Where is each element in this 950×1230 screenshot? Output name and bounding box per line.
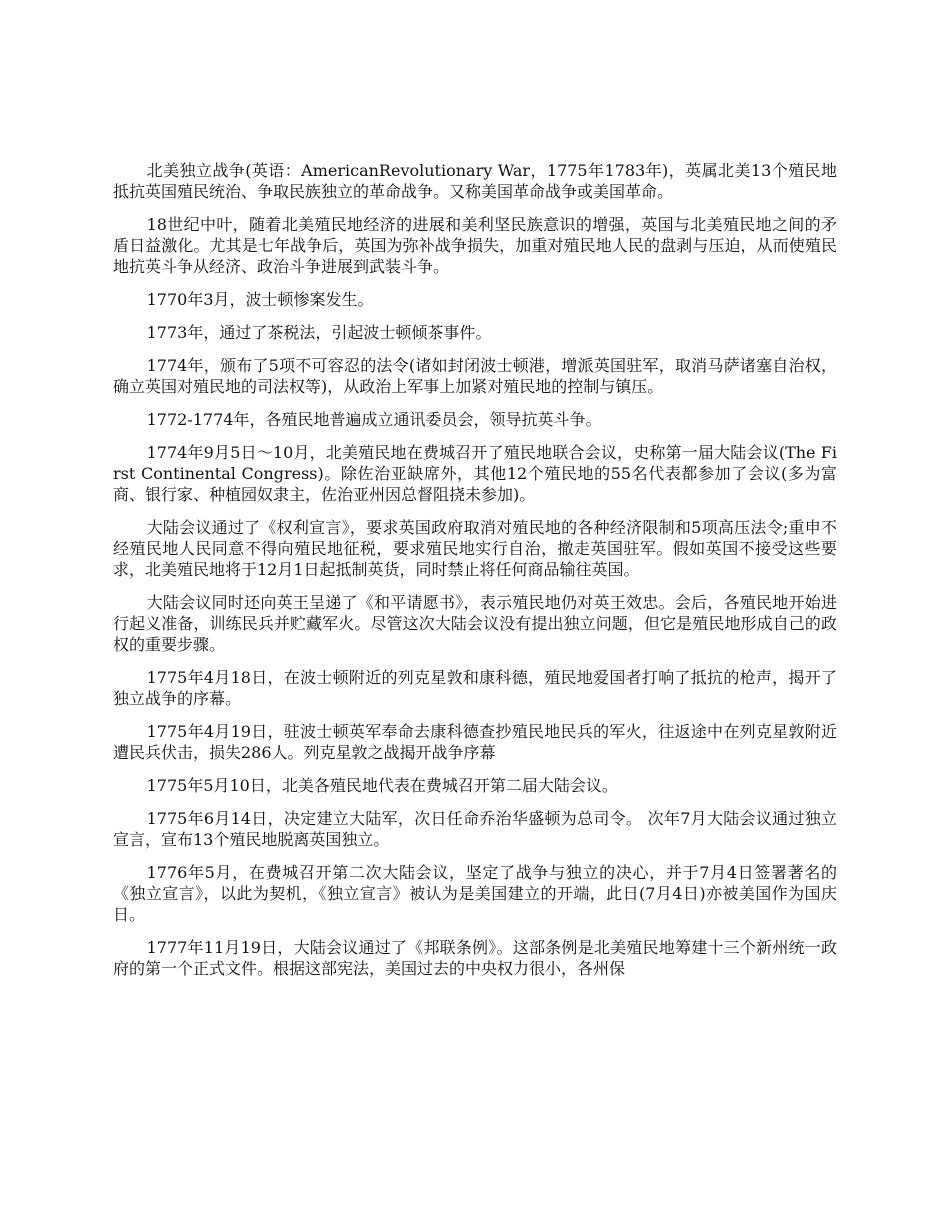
- paragraph-13: 1775年6月14日，决定建立大陆军，次日任命乔治华盛顿为总司令。 次年7月大陆会议通过独立宣言，宣布13个殖民地脱离英国独立。: [113, 809, 837, 849]
- paragraph-5: 1774年，颁布了5项不可容忍的法令(诸如封闭波士顿港，增派英国驻军，取消马萨诸塞自治权，确立英国对殖民地的司法权等)，从政治上军事上加紧对殖民地的控制与镇压。: [113, 356, 837, 396]
- paragraph-4: 1773年，通过了茶税法，引起波士顿倾茶事件。: [146, 323, 492, 342]
- paragraph-2: 18世纪中叶，随着北美殖民地经济的进展和美利坚民族意识的增强，英国与北美殖民地之间的矛盾日益激化。尤其是七年战争后，英国为弥补战争损失，加重对殖民地人民的盘剥与压迫，从而使殖民地抗英斗争从经济、政治斗争进展到武装斗争。: [113, 215, 837, 276]
- paragraph-7: 1774年9月5日～10月，北美殖民地在费城召开了殖民地联合会议，史称第一届大陆会议(The First Continental Congress)。除佐治亚缺席外，其他12个殖民地的55名代表都参加了会议(多为富商、银行家、种植园奴隶主，佐治亚州因总督阻挠未参加)。: [113, 443, 837, 504]
- paragraph-1: 北美独立战争(英语：AmericanRevolutionary War，1775年1783年)，英属北美13个殖民地抵抗英国殖民统治、争取民族独立的革命战争。又称美国革命战争或美国革命。: [113, 161, 837, 201]
- paragraph-9: 大陆会议同时还向英王呈递了《和平请愿书》，表示殖民地仍对英王效忠。会后，各殖民地开始进行起义准备，训练民兵并贮藏军火。尽管这次大陆会议没有提出独立问题，但它是殖民地形成自己的政权的重要步骤。: [113, 593, 837, 654]
- paragraph-11: 1775年4月19日，驻波士顿英军奉命去康科德查抄殖民地民兵的军火，往返途中在列克星敦附近遭民兵伏击，损失286人。列克星敦之战揭开战争序幕: [113, 722, 837, 762]
- paragraph-6: 1772-1774年，各殖民地普遍成立通讯委员会，领导抗英斗争。: [146, 410, 602, 429]
- paragraph-10: 1775年4月18日，在波士顿附近的列克星敦和康科德，殖民地爱国者打响了抵抗的枪声，揭开了独立战争的序幕。: [113, 668, 837, 708]
- paragraph-12: 1775年5月10日，北美各殖民地代表在费城召开第二届大陆会议。: [146, 776, 618, 795]
- paragraph-15: 1777年11月19日，大陆会议通过了《邦联条例》。这部条例是北美殖民地筹建十三个新州统一政府的第一个正式文件。根据这部宪法，美国过去的中央权力很小，各州保: [113, 938, 837, 978]
- paragraph-8: 大陆会议通过了《权利宣言》，要求英国政府取消对殖民地的各种经济限制和5项高压法令;重申不经殖民地人民同意不得向殖民地征税，要求殖民地实行自治，撤走英国驻军。假如英国不接受这些要求，北美殖民地将于12月1日起抵制英货，同时禁止将任何商品输往英国。: [113, 518, 837, 579]
- document-body: [113, 160, 837, 991]
- paragraph-14: 1776年5月，在费城召开第二次大陆会议，坚定了战争与独立的决心，并于7月4日签署著名的《独立宣言》，以此为契机，《独立宣言》被认为是美国建立的开端，此日(7月4日)亦被美国作为国庆日。: [113, 863, 837, 924]
- paragraph-3: 1770年3月，波士顿惨案发生。: [146, 290, 374, 309]
